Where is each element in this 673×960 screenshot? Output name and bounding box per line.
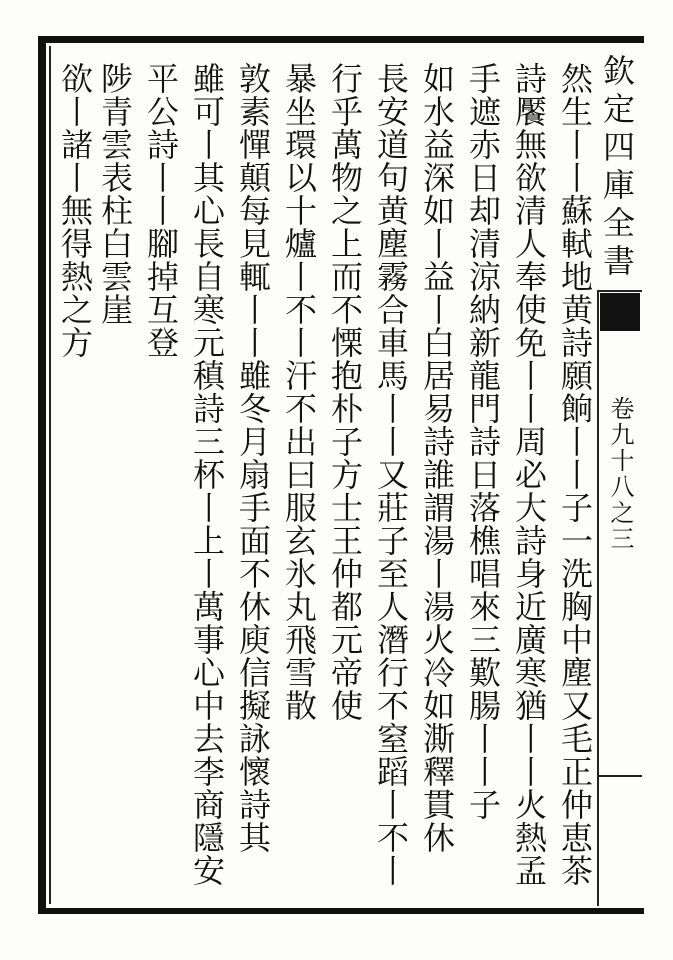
page-frame-inner bbox=[49, 46, 51, 904]
page-frame-left bbox=[38, 36, 46, 914]
text-column: 行乎萬物之上而不慄抱朴子方士王仲都元帝使 bbox=[326, 62, 364, 722]
text-column: 詩饜無欲清人奉使免丨丨周必大詩身近廣寒猶丨丨火熱孟 bbox=[510, 62, 548, 887]
text-column: 長安道句黄塵霧合車馬丨丨又莊子至人潛行不窒蹈丨不丨 bbox=[372, 62, 410, 887]
juan-number: 卷九十八之三 bbox=[606, 396, 634, 552]
book-title: 欽定四庫全書 bbox=[598, 54, 636, 282]
fishtail-mark bbox=[600, 293, 640, 331]
text-column: 平公詩丨丨腳掉互登 bbox=[142, 62, 180, 359]
text-column: 手遮赤日却清涼納新龍門詩日落樵唱來三歎腸丨丨子 bbox=[464, 62, 502, 821]
text-column: 如水益深如丨益丨白居易詩誰謂湯丨湯火冷如澌釋貫休 bbox=[418, 62, 456, 854]
page-frame-top bbox=[44, 36, 644, 43]
page-frame-bottom bbox=[44, 908, 644, 914]
text-column: 然生丨丨蘇軾地黄詩願餉丨丨子一洗胸中塵又毛正仲恵茶 bbox=[556, 62, 594, 887]
text-column: 雖可丨其心長自寒元稹詩三杯丨上丨萬事心中去李商隱安 bbox=[188, 62, 226, 887]
text-column: 欲丨諸丨無得熱之方 bbox=[56, 62, 94, 359]
text-column: 陟青雲表柱白雲崖 bbox=[96, 62, 134, 326]
gutter-rule-bottom bbox=[597, 775, 642, 777]
text-column: 敦素憚顛每見輒丨丨雖冬月扇手面不休庾信擬詠懷詩其 bbox=[234, 62, 272, 854]
text-column: 暴坐環以十爐丨不丨汗不出曰服玄氷丸飛雪散 bbox=[280, 62, 318, 722]
gutter-rule-top bbox=[597, 290, 642, 292]
